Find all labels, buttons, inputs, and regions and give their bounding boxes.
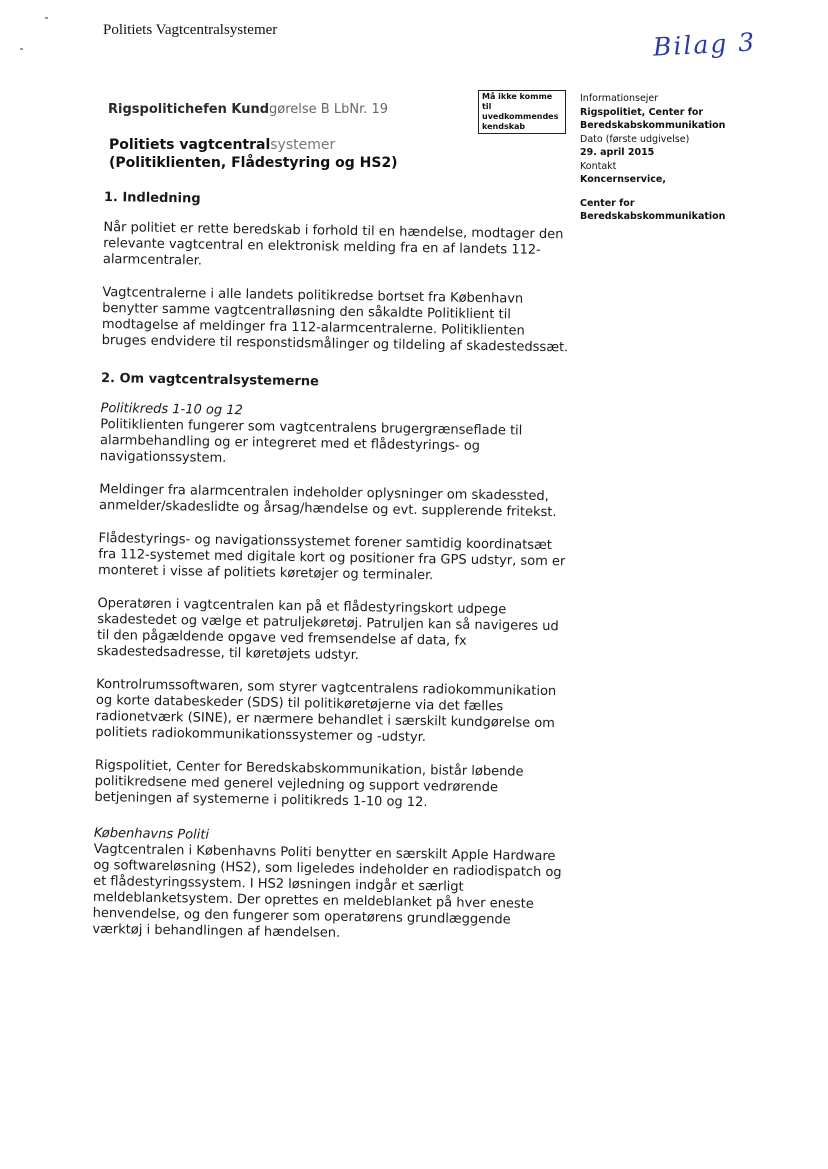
paragraph: Vagtcentralen i Københavns Politi benytter en særskilt Apple Hardware og softwareløsning (HS2), som ligeledes indeholder en radiodispatch og et flådestyringssystem. I HS2 løsningen indgår et særligt meldeblanketsystem. Der oprettes en meldeblanket på hver eneste henvendelse, og den fungerer som operatørens grundlæggende værktøj i behandlingen af hændelsen.	[92, 841, 562, 941]
paragraph: Når politiet er rette beredskab i forhold til en hændelse, modtager den relevante vagtcentral en elektronisk melding fra en af landets 112-alarmcentraler.	[102, 219, 564, 269]
contact-value: Koncernservice,	[580, 174, 666, 185]
section-2-heading: 2. Om vagtcentralsystemerne	[100, 370, 319, 390]
document-reference	[108, 102, 388, 117]
paragraph: Kontrolrumssoftwaren, som styrer vagtcentralens radiokommunikation og korte databeskeder (SDS) til politikøretøjerne via det fælles radionetværk (SINE), er nærmere behandlet i særskilt kundgørelse om politiets radiokommunikationssystemer og -udstyr.	[95, 676, 557, 746]
paragraph: Operatøren i vagtcentralen kan på et flådestyringskort udpege skadestedet og vælge et patruljekøretøj. Patruljen kan så navigeres ud til den pågældende opgave ved fremsendelse af data, fx skadestedsadresse, til køretøjets udstyr.	[96, 595, 559, 664]
contact-department: Center for Beredskabskommunikation	[580, 197, 726, 222]
date-label: Dato (første udgivelse)	[580, 133, 690, 145]
info-owner-label: Informationsejer	[580, 93, 659, 104]
paragraph: Rigspolitiet, Center for Beredskabskommunikation, bistår løbende politikredsene med generel vejledning og support vedrørende betjeningen af systemerne i politikreds 1-10 og 12.	[94, 757, 524, 811]
doc-ref-suffix: gørelse B LbNr. 19	[269, 102, 389, 117]
paragraph: Politiklienten fungerer som vagtcentralens brugergrænseflade til alarmbehandling og er integreret med et flådestyrings- og navigationssystem.	[99, 416, 523, 466]
page-header-title: Politiets Vagtcentralsystemer	[103, 22, 278, 38]
info-owner-value: Rigspolitiet, Center for Beredskabskommunikation	[580, 106, 726, 131]
handwritten-annotation: Bilag 3	[652, 27, 757, 62]
document-title	[109, 136, 398, 172]
confidential-stamp: Må ikke komme til uvedkommendes kendskab	[478, 90, 566, 134]
doc-ref-prefix: Rigspolitichefen Kund	[108, 102, 270, 117]
contact-label: Kontakt	[580, 160, 617, 172]
date-value: 29. april 2015	[580, 147, 655, 158]
paragraph: Vagtcentralerne i alle landets politikredse bortset fra København benytter samme vagtcentralløsning den såkaldte Politiklient til modtagelse af meldinger fra 112-alarmcentralerne. Politiklienten bruges endvidere til responstidsmålinger og tildeling af skadestedssæt.	[101, 284, 569, 356]
document-body	[92, 190, 574, 962]
subheading-koebenhavn: Københavns Politi	[93, 825, 210, 843]
title-line2: (Politiklienten, Flådestyring og HS2)	[109, 155, 398, 171]
section-1-heading: 1. Indledning	[103, 190, 201, 207]
paragraph: Flådestyrings- og navigationssystemet forener samtidig koordinatsæt fra 112-systemet med digitale kort og positioner fra GPS udstyr, som er monteret i visse af politiets køretøjer og terminaler.	[97, 530, 566, 584]
scan-speck	[20, 48, 23, 50]
side-info-panel	[580, 92, 780, 224]
paragraph: Meldinger fra alarmcentralen indeholder oplysninger om skadessted, anmelder/skadeslidte og årsag/hændelse og evt. supplerende fritekst.	[98, 481, 557, 521]
subheading-politikreds: Politikreds 1-10 og 12	[100, 400, 243, 419]
title-line1-light: systemer	[270, 137, 336, 153]
scan-speck	[45, 17, 48, 19]
title-line1-bold: Politiets vagtcentral	[109, 137, 271, 153]
